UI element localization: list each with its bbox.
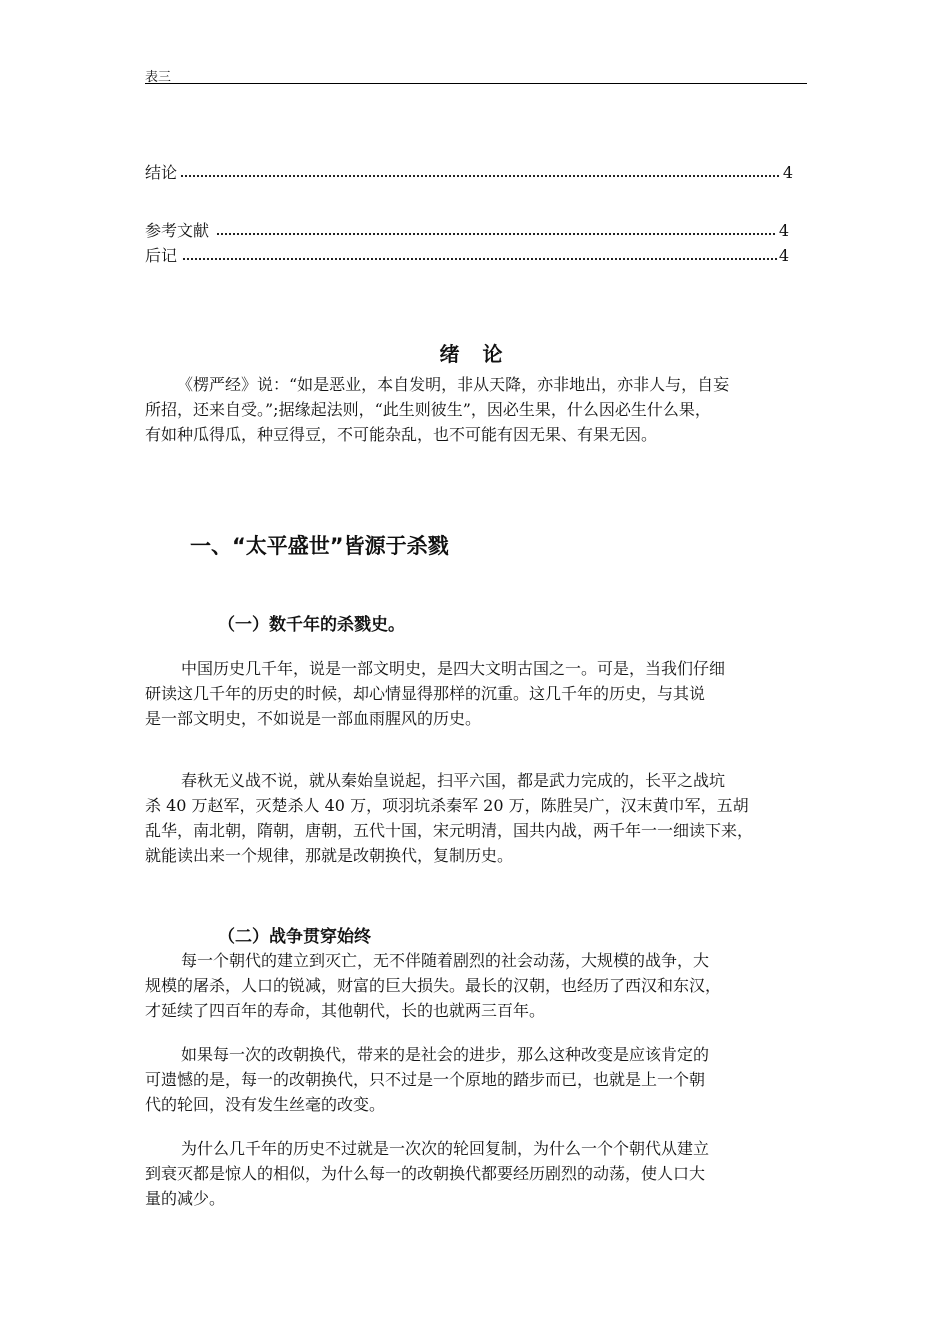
- text-line: 量的减少。: [145, 1189, 226, 1208]
- text-line: 杀 40 万赵军，灭楚杀人 40 万，项羽坑杀秦军 20 万，陈胜吴广，汉末黄巾军，五胡: [145, 796, 749, 815]
- text-line: 乱华，南北朝，隋朝，唐朝，五代十国，宋元明清，国共内战，两千年一一细读下来，: [145, 821, 754, 840]
- subsection-1-paragraph-2: [145, 768, 810, 868]
- subsection-1-heading: （一）数千年的杀戮史。: [218, 615, 405, 635]
- toc-entry-label: 参考文献: [145, 221, 210, 240]
- text-line: 规模的屠杀，人口的锐减，财富的巨大损失。最长的汉朝，也经历了西汉和东汉，: [145, 976, 722, 995]
- text-line: 有如种瓜得瓜，种豆得豆，不可能杂乱，也不可能有因无果、有果无因。: [145, 425, 658, 444]
- toc-leader-dots: [183, 258, 777, 260]
- text-line: 才延续了四百年的寿命，其他朝代，长的也就两三百年。: [145, 1001, 546, 1020]
- intro-paragraph: [145, 372, 810, 447]
- text-line: 为什么几千年的历史不过就是一次次的轮回复制，为什么一个个朝代从建立: [181, 1139, 710, 1158]
- toc-leader-dots: [217, 233, 779, 235]
- text-line: 到衰灭都是惊人的相似，为什么每一的改朝换代都要经历剧烈的动荡，使人口大: [145, 1164, 706, 1183]
- text-line: 每一个朝代的建立到灭亡，无不伴随着剧烈的社会动荡，大规模的战争，大: [181, 951, 710, 970]
- toc-entry-label: 结论: [145, 163, 178, 182]
- text-line: 春秋无义战不说，就从秦始皇说起，扫平六国，都是武力完成的，长平之战坑: [181, 771, 726, 790]
- toc-entry-references[interactable]: [145, 220, 807, 242]
- toc-entry-page: 4: [782, 163, 793, 182]
- text-line: 中国历史几千年，说是一部文明史，是四大文明古国之一。可是，当我们仔细: [181, 659, 726, 678]
- text-line: 所招，还来自受。”;据缘起法则，“此生则彼生”，因必生果，什么因必生什么果，: [145, 400, 711, 419]
- text-line: 可遗憾的是，每一的改朝换代，只不过是一个原地的踏步而已，也就是上一个朝: [145, 1070, 706, 1089]
- text-line: 是一部文明史，不如说是一部血雨腥风的历史。: [145, 709, 482, 728]
- toc-entry-page: 4: [778, 246, 789, 265]
- toc-entry-postscript[interactable]: [145, 245, 807, 267]
- text-line: 代的轮回，没有发生丝毫的改变。: [145, 1095, 386, 1114]
- subsection-2-heading: （二）战争贯穿始终: [218, 927, 371, 947]
- text-line: 研读这几千年的历史的时候，却心情显得那样的沉重。这几千年的历史，与其说: [145, 684, 706, 703]
- toc-entry-label: 后记: [145, 246, 178, 265]
- text-line: 如果每一次的改朝换代，带来的是社会的进步，那么这种改变是应该肯定的: [181, 1045, 710, 1064]
- text-line: 就能读出来一个规律，那就是改朝换代，复制历史。: [145, 846, 514, 865]
- toc-leader-dots: [181, 175, 783, 177]
- intro-heading: 绪 论: [439, 342, 511, 366]
- subsection-2-paragraph-3: [145, 1136, 810, 1211]
- section-1-heading: 一、“太平盛世”皆源于杀戮: [190, 534, 449, 558]
- subsection-2-paragraph-2: [145, 1042, 810, 1117]
- header-label: 表三: [145, 70, 172, 85]
- header-rule: [145, 83, 807, 84]
- subsection-2-paragraph-1: [145, 948, 810, 1023]
- toc-entry-conclusion[interactable]: [145, 162, 807, 184]
- subsection-1-paragraph-1: [145, 656, 810, 731]
- toc-entry-page: 4: [778, 221, 789, 240]
- text-line: 《楞严经》说：“如是恶业，本自发明，非从天降，亦非地出，亦非人与，自妄: [177, 375, 730, 394]
